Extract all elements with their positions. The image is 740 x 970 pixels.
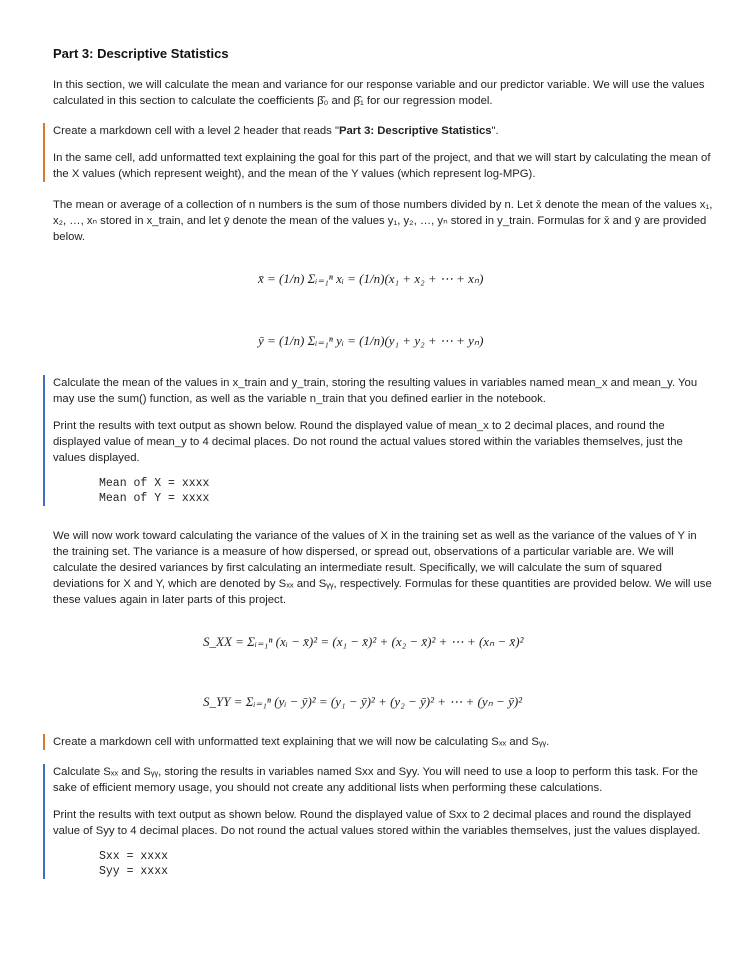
variance-formulas (53, 616, 713, 734)
task2-paragraph2: Print the results with text output as shown below. Round the displayed value of mean_x to 2 decimal places, and round the displayed value of mean_y to 4 decimal places. Do not round the actual values stored within the variables themselves, just the values displayed. (53, 420, 683, 464)
task4-paragraph2: Print the results with text output as shown below. Round the displayed value of Sxx to 2 decimal places and round the displayed value of Syy to 4 decimal places. Do not round the actual values stored within the variables themselves, just the values displayed. (53, 809, 701, 837)
section-title: Part 3: Descriptive Statistics (53, 46, 229, 61)
formula-sxx: S_XX = Σᵢ₌₁ⁿ (xᵢ − x̄)² = (x₁ − x̄)² + (x₂ − x̄)² + ⋯ + (xₙ − x̄)² (203, 634, 524, 649)
document-page (53, 46, 713, 879)
task1-line1: Create a markdown cell with a level 2 header that reads "Part 3: Descriptive Statistics". (53, 125, 499, 137)
task4-paragraph1: Calculate Sₓₓ and Sᵧᵧ, storing the results in variables named Sxx and Syy. You will need to use a loop to perform this task. For the sake of efficient memory usage, you should not create any additional lists when performing these calculations. (53, 766, 698, 794)
task-markdown-variance (43, 734, 713, 750)
formula-syy: S_YY = Σᵢ₌₁ⁿ (yᵢ − ȳ)² = (y₁ − ȳ)² + (y₂ − ȳ)² + ⋯ + (yₙ − ȳ)² (203, 694, 523, 709)
variance-output-example: Sxx = xxxx Syy = xxxx (99, 850, 169, 878)
mean-definition: The mean or average of a collection of n numbers is the sum of those numbers divided by n. Let x̄ denote the mean of the values x₁, x₂, …, xₙ stored in x_train, and let ȳ denote the mean of the values y₁, y₂, …, yₙ stored in y_train. Formulas for x̄ and ȳ are provided below. (53, 199, 713, 243)
task2-paragraph1: Calculate the mean of the values in x_train and y_train, storing the resulting values in variables named mean_x and mean_y. You may use the sum() function, as well as the variable n_train that you defined earlier in the notebook. (53, 377, 698, 405)
variance-definition: We will now work toward calculating the variance of the values of X in the training set as well as the variance of the values of Y in the training set. The variance is a measure of how dispersed, or spread out, observations of a particular variable are. We will calculate the desired variances by first calculating an intermediate result. Specifically, we will calculate the sum of squared deviations for X and Y, which are denoted by Sₓₓ and Sᵧᵧ, respectively. Formulas for these quantities are provided below. We will use these values again in later parts of this project. (53, 530, 712, 606)
mean-output-example: Mean of X = xxxx Mean of Y = xxxx (99, 477, 210, 505)
formula-mean-y: ȳ = (1/n) Σᵢ₌₁ⁿ yᵢ = (1/n)(y₁ + y₂ + ⋯ + yₙ) (258, 333, 484, 348)
intro-paragraph (53, 77, 713, 109)
intro-text: In this section, we will calculate the mean and variance for our response variable and our predictor variable. We will use the values calculated in this section to calculate the coefficients β̂₀ and β̂₁ for our regression model. (53, 79, 705, 107)
task-variance-calculation (43, 764, 713, 879)
task-mean-calculation (43, 375, 713, 506)
formula-mean-x: x̄ = (1/n) Σᵢ₌₁ⁿ xᵢ = (1/n)(x₁ + x₂ + ⋯ + xₙ) (258, 271, 484, 286)
mean-formulas (53, 251, 713, 369)
task1-line2: In the same cell, add unformatted text explaining the goal for this part of the project, and that we will start by calculating the mean of the X values (which represent weight), and the mean of the Y values (which represent log-MPG). (53, 152, 711, 180)
task3-text: Create a markdown cell with unformatted text explaining that we will now be calculating Sₓₓ and Sᵧᵧ. (53, 736, 550, 748)
task-markdown-header (43, 123, 713, 182)
